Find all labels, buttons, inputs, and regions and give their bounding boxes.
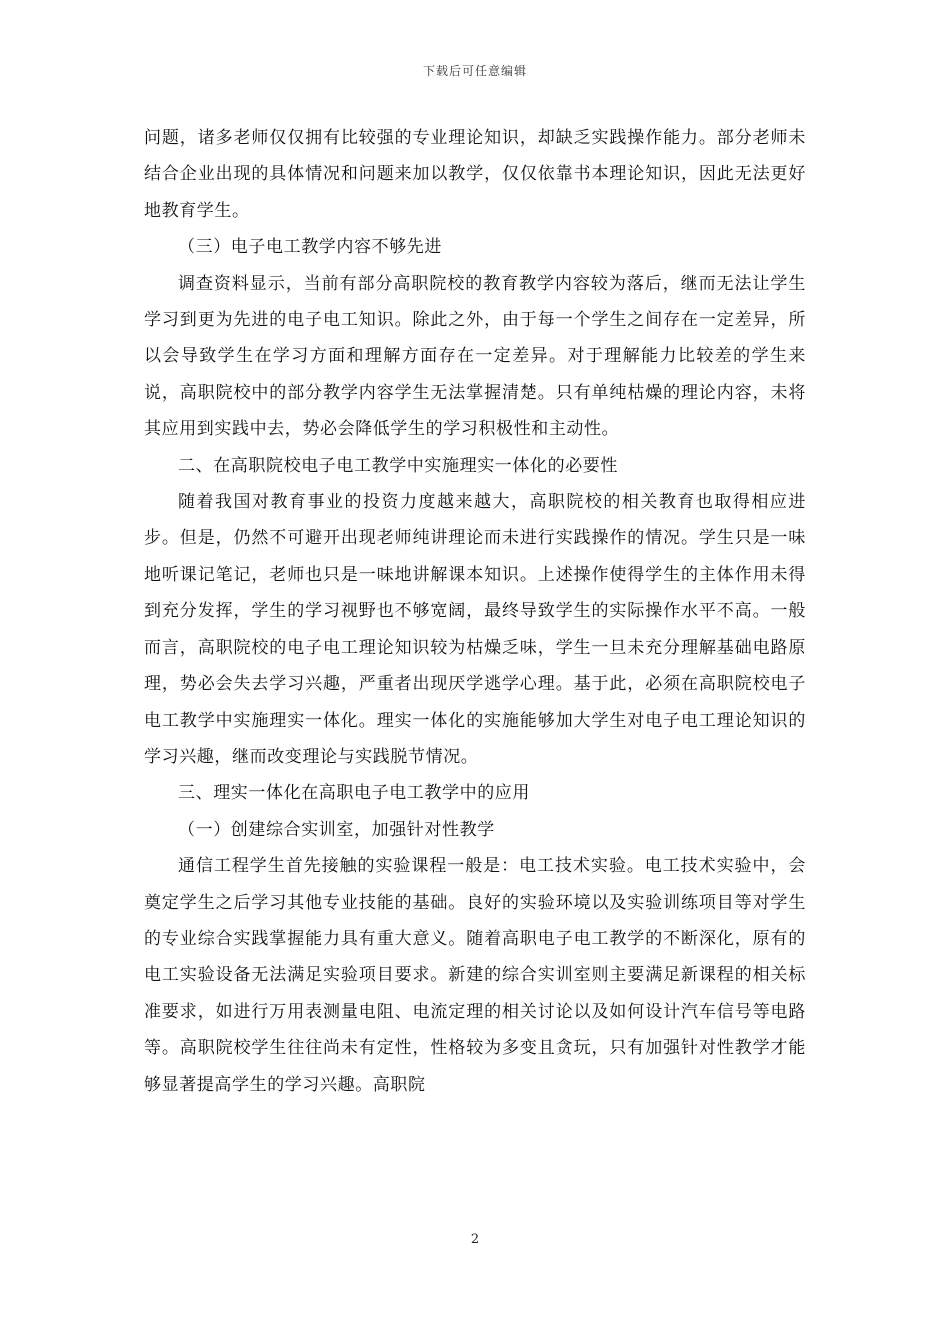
subheading-3: （三）电子电工教学内容不够先进 bbox=[178, 237, 442, 258]
section-heading-2: 二、在高职院校电子电工教学中实施理实一体化的必要性 bbox=[178, 455, 618, 476]
subheading-1: （一）创建综合实训室，加强针对性教学 bbox=[178, 819, 495, 840]
paragraph: 调查资料显示，当前有部分高职院校的教育教学内容较为落后，继而无法让学生学习到更为先进的电子电工知识。除此之外，由于每一个学生之间存在一定差异，所以会导致学生在学习方面和理解方面存在一定差异。对于理解能力比较差的学生来说，高职院校中的部分教学内容学生无法掌握清楚。只有单纯枯燥的理论内容，未将其应用到实践中去，势必会降低学生的学习积极性和主动性。 bbox=[144, 273, 806, 440]
body-text bbox=[144, 120, 806, 1103]
paragraph: 随着我国对教育事业的投资力度越来越大，高职院校的相关教育也取得相应进步。但是，仍然不可避开出现老师纯讲理论而未进行实践操作的情况。学生只是一味地听课记笔记，老师也只是一味地讲解课本知识。上述操作使得学生的主体作用未得到充分发挥，学生的学习视野也不够宽阔，最终导致学生的实际操作水平不高。一般而言，高职院校的电子电工理论知识较为枯燥乏味，学生一旦未充分理解基础电路原理，势必会失去学习兴趣，严重者出现厌学逃学心理。基于此，必须在高职院校电子电工教学中实施理实一体化。理实一体化的实施能够加大学生对电子电工理论知识的学习兴趣，继而改变理论与实践脱节情况。 bbox=[144, 492, 806, 767]
page-header: 下载后可任意编辑 bbox=[422, 64, 527, 78]
page-number: 2 bbox=[470, 1232, 480, 1247]
paragraph: 通信工程学生首先接触的实验课程一般是：电工技术实验。电工技术实验中，会奠定学生之后学习其他专业技能的基础。良好的实验环境以及实验训练项目等对学生的专业综合实践掌握能力具有重大意义。随着高职电子电工教学的不断深化，原有的电工实验设备无法满足实验项目要求。新建的综合实训室则主要满足新课程的相关标准要求，如进行万用表测量电阻、电流定理的相关讨论以及如何设计汽车信号等电路等。高职院校学生往往尚未有定性，性格较为多变且贪玩，只有加强针对性教学才能够显著提高学生的学习兴趣。高职院 bbox=[144, 856, 806, 1095]
section-heading-3: 三、理实一体化在高职电子电工教学中的应用 bbox=[178, 783, 530, 804]
paragraph-continued: 问题，诸多老师仅仅拥有比较强的专业理论知识，却缺乏实践操作能力。部分老师未结合企业出现的具体情况和问题来加以教学，仅仅依靠书本理论知识，因此无法更好地教育学生。 bbox=[144, 128, 806, 221]
